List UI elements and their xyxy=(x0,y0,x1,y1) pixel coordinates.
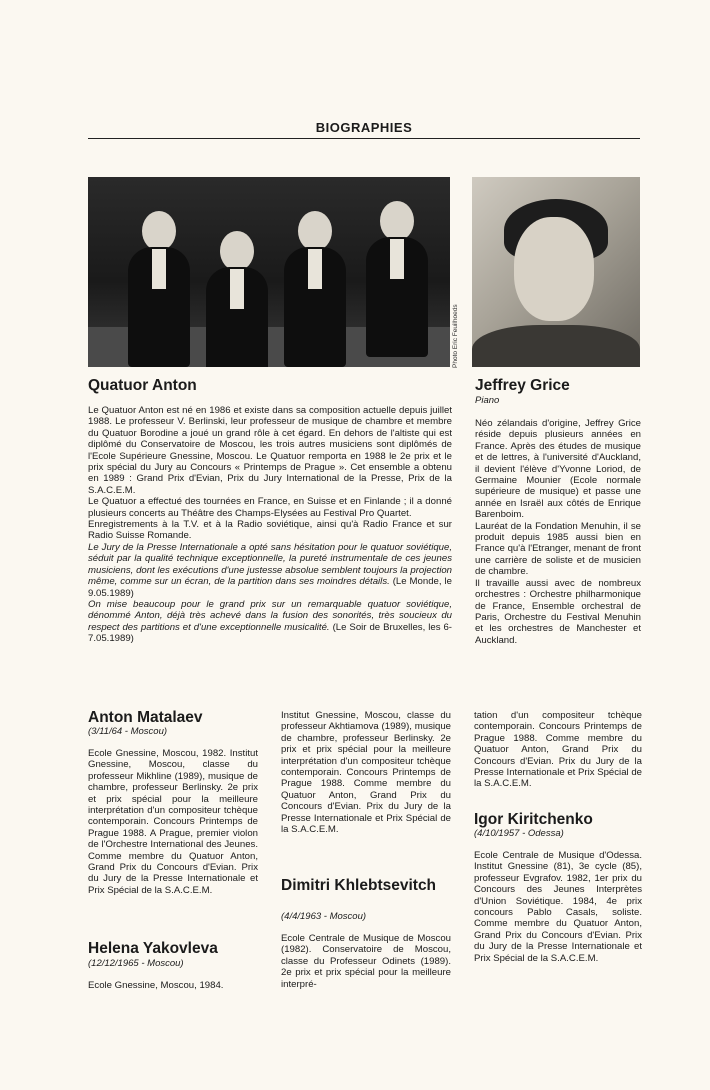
yakovleva-body: Ecole Gnessine, Moscou, 1984. xyxy=(88,980,224,991)
grice-paragraph: Lauréat de la Fondation Menuhin, il se produit depuis 1985 aussi bien en France qu'à l'Etranger, menant de front une carrière de soliste et de musicien de chambre. xyxy=(475,520,641,578)
quote-source: (Le Soir de Bruxelles, les 6-7.05.1989) xyxy=(88,621,452,645)
header-rule xyxy=(88,138,640,139)
photo-credit: Photo Eric Feuilhoeds xyxy=(452,304,459,368)
press-quote xyxy=(88,542,452,599)
kiritchenko-title: Igor Kiritchenko xyxy=(474,811,593,828)
yakovleva-body-continued: Institut Gnessine, Moscou, classe du professeur Akhtiamova (1989), musique de chambre, professeur Berlinsky. 2e prix et prix spécial pour la meilleure interprétation d'un compositeur tchèque contemporain. Concours Printemps de Prague 1988. Comme membre du Quatuor Anton, Grand Prix du Concours d'Evian. Prix du Jury de la Presse Internationale et Prix Spécial de la S.A.C.E.M. xyxy=(281,710,451,836)
khlebtsevitch-body-continued: tation d'un compositeur tchèque contemporain. Concours Printemps de Prague 1988. Comme membre du Quatuor Anton, Grand Prix du Concours d'Evian. Prix du Jury de la Presse Internationale et Prix Spécial de la S.A.C.E.M. xyxy=(474,710,642,790)
grice-paragraph: Il travaille aussi avec de nombreux orchestres : Orchestre philharmonique de France, Ensemble orchestral de Paris, Orchestre du Festival Menuhin et les orchestres de Manchester et Auckland. xyxy=(475,577,641,646)
kiritchenko-dates: (4/10/1957 - Odessa) xyxy=(474,828,564,839)
press-quote xyxy=(88,599,452,645)
musician-figure xyxy=(366,201,428,357)
quatuor-body xyxy=(88,405,452,645)
grice-portrait xyxy=(472,177,640,367)
matalaev-body: Ecole Gnessine, Moscou, 1982. Institut Gnessine, Moscou, classe du professeur Mikhline (1989), musique de chambre, professeur Berlinsky. 2e prix et prix spécial pour la meilleure interprétation d'un compositeur tchèque contemporain. Concours Printemps de Prague 1988. A Prague, premier violon de l'Orchestre International des Jeunes. Comme membre du Quatuor Anton, Grand Prix du Concours d'Evian. Prix du Jury de la Presse Internationale et Prix Spécial de la S.A.C.E.M. xyxy=(88,748,258,896)
matalaev-dates: (3/11/64 - Moscou) xyxy=(88,726,168,737)
yakovleva-dates: (12/12/1965 - Moscou) xyxy=(88,958,184,969)
quatuor-title: Quatuor Anton xyxy=(88,377,197,394)
grice-body xyxy=(475,418,641,646)
grice-instrument: Piano xyxy=(475,395,500,406)
grice-title: Jeffrey Grice xyxy=(475,377,570,394)
quartet-photo xyxy=(88,177,450,367)
khlebtsevitch-title: Dimitri Khlebtsevitch xyxy=(281,877,437,894)
grice-paragraph: Néo zélandais d'origine, Jeffrey Grice réside depuis plusieurs années en France. Après des études de musique et de lettres, à l'université d'Auckland, il devient l'élève d'Yvonne Loriod, de Germaine Mounier (Ecole normale supérieure de musique) et passe une année en Israël aux côtés de Enrique Barenboim. xyxy=(475,418,641,521)
kiritchenko-body: Ecole Centrale de Musique d'Odessa. Institut Gnessine (81), 3e cycle (85), professeur Evgrafov. 1982, 1er prix du Concours des Jeunes Interprètes d'Union Soviétique. 1984, 4e prix concours Pablo Casals, soliste. Comme membre du Quatuor Anton, Grand Prix du Concours d'Evian. Prix du Jury de la Presse Internationale et Prix Spécial de la S.A.C.E.M. xyxy=(474,850,642,964)
khlebtsevitch-body: Ecole Centrale de Musique de Moscou (1982). Conservatoire de Moscou, classe du Professeur Odinets (1989). 2e prix et prix spécial pour la meilleure interpré- xyxy=(281,933,451,990)
quote-text: Le Jury de la Presse Internationale a opté sans hésitation pour le quatuor soviétique, séduit par la qualité technique exceptionnelle, la pureté instrumentale de ces jeunes musiciens, dont les exécutions d'une justesse absolue semblent toujours la projection même, comme sur un écran, de la partition dans ses moindres détails. xyxy=(88,541,452,588)
quatuor-paragraph: Le Quatuor a effectué des tournées en France, en Suisse et en Finlande ; il a donné plusieurs concerts au Théâtre des Champs-Elysées au Festival Pro Quartet. xyxy=(88,496,452,519)
quatuor-paragraph: Enregistrements à la T.V. et à la Radio soviétique, ainsi qu'à Radio France et sur Radio Suisse Romande. xyxy=(88,519,452,542)
musician-figure xyxy=(128,211,190,367)
musician-figure xyxy=(284,211,346,367)
quote-source: (Le Monde, le 9.05.1989) xyxy=(88,576,452,599)
yakovleva-title: Helena Yakovleva xyxy=(88,940,218,957)
page-header: BIOGRAPHIES xyxy=(315,120,413,135)
khlebtsevitch-dates: (4/4/1963 - Moscou) xyxy=(281,911,367,922)
matalaev-title: Anton Matalaev xyxy=(88,709,203,726)
quatuor-paragraph: Le Quatuor Anton est né en 1986 et existe dans sa composition actuelle depuis juillet 1988. Le professeur V. Berlinski, leur professeur de musique de chambre et membre du Quatuor Borodine a joué un grand rôle à cet égard. En dehors de l'altiste qui est diplômé du Conservatoire de Moscou, les trois autres musiciens sont diplômés de l'Ecole Supérieure Gnessine, Moscou. Le Quatuor remporta en 1988 le 2e prix et le prix spécial du Jury au Concours « Printemps de Prague ». Cet ensemble a obtenu en 1989 : Grand Prix d'Evian, Prix du Jury International de la Presse, Prix de la S.A.C.E.M. xyxy=(88,405,452,496)
musician-figure xyxy=(206,231,268,367)
quote-text: On mise beaucoup pour le grand prix sur un remarquable quatuor soviétique, dénommé Anton, déjà très achevé dans la fusion des sonorités, très soucieux du respect des partitions et d'une exceptionnelle musicalité. xyxy=(88,598,452,633)
